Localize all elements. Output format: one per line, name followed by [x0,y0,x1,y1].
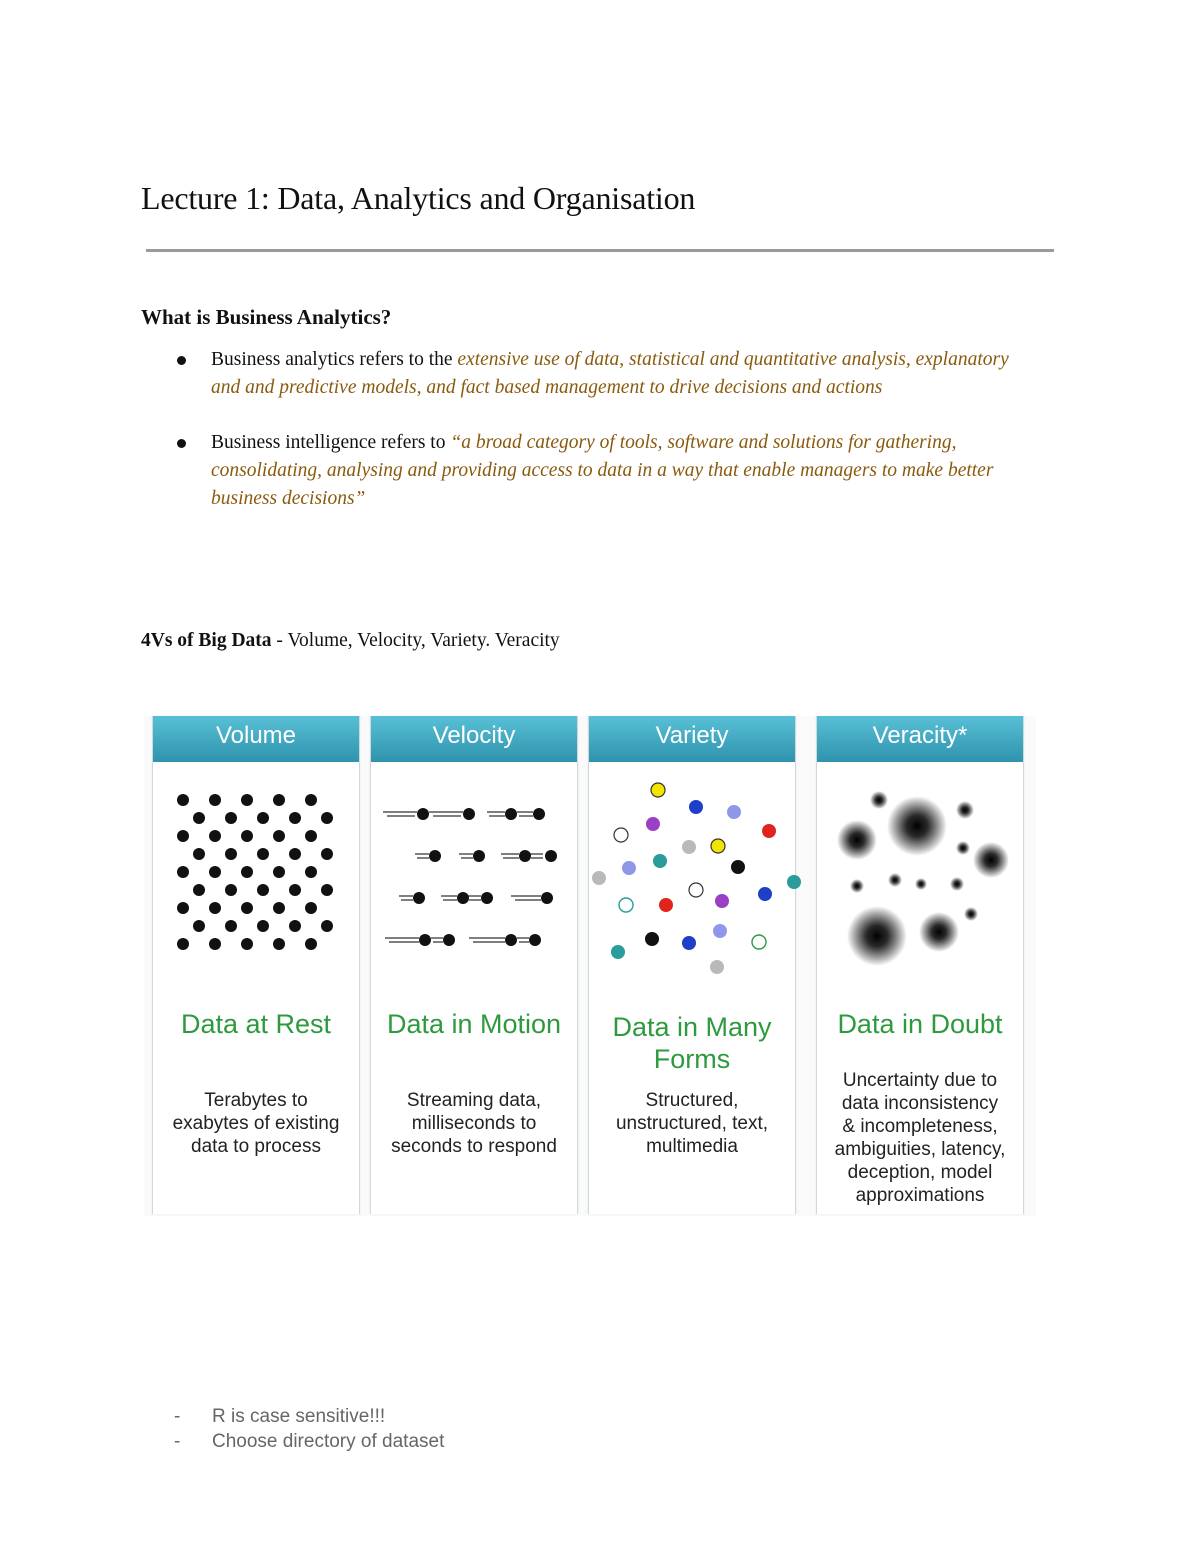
description-line: Uncertainty due to [842,1070,998,1091]
veracity-panel [816,716,1024,1214]
page-title: Lecture 1: Data, Analytics and Organisation [141,180,696,216]
panel-header: Veracity* [817,716,1023,762]
list-item [141,346,1041,402]
panel-header: Volume [153,716,359,762]
notes-list [170,1404,444,1454]
velocity-motion-icon [371,776,577,976]
description-line: approximations [855,1185,985,1206]
volume-panel [152,716,360,1214]
description-line: Structured, [645,1090,739,1111]
description-line: unstructured, text, [615,1113,769,1134]
subtitle-line: Data in Motion [386,1009,562,1039]
description-line: multimedia [646,1136,738,1157]
description-line: Terabytes to [204,1090,308,1111]
description-line: Streaming data, [406,1090,542,1111]
panel-description [153,1089,359,1158]
four-vs-text: Volume, Velocity, Variety. Veracity [287,630,560,651]
title-divider [146,249,1054,252]
four-vs-separator: - [271,630,288,651]
volume-dots-icon [153,776,359,976]
four-vs-figure [144,716,1036,1216]
subtitle-line: Data at Rest [180,1009,332,1039]
dash-icon: - [174,1406,181,1427]
section-heading: What is Business Analytics? [141,305,392,329]
veracity-blur-icon [817,776,1023,976]
panel-header: Variety [589,716,795,762]
bullet-icon [177,439,186,448]
description-line: exabytes of existing [172,1113,340,1134]
description-line: milliseconds to [411,1113,537,1134]
bullet-text: Business analytics refers to the [211,349,458,370]
four-vs-line [141,630,560,652]
description-line: deception, model [847,1162,993,1183]
panel-subtitle [589,1011,795,1075]
definition-list [141,346,1041,540]
panel-description [817,1069,1023,1207]
description-line: data inconsistency [841,1093,999,1114]
panel-subtitle [153,1008,359,1040]
four-vs-label: 4Vs of Big Data [141,630,272,651]
panel-header: Velocity [371,716,577,762]
description-line: ambiguities, latency, [834,1139,1006,1160]
list-item [141,429,1041,513]
panel-subtitle [371,1008,577,1040]
description-line: seconds to respond [391,1136,557,1157]
dash-icon: - [174,1431,181,1452]
description-line: data to process [191,1136,321,1157]
note-text: Choose directory of dataset [212,1431,445,1452]
bullet-emphasis: “a broad category of tools, software and solutions for gathering, consolidating, analysing and providing access to data in a way that enable managers to make better business decisions” [211,432,994,509]
variety-panel [588,716,796,1214]
list-item [170,1404,444,1429]
panel-description [371,1089,577,1158]
bullet-text: Business intelligence refers to [211,432,451,453]
subtitle-line: Data in Doubt [837,1009,1003,1039]
description-line: & incompleteness, [842,1116,998,1137]
subtitle-line: Data in Many [612,1012,772,1042]
panel-description [589,1089,795,1158]
panel-subtitle [817,1008,1023,1040]
bullet-icon [177,356,186,365]
velocity-panel [370,716,578,1214]
bullet-emphasis: extensive use of data, statistical and quantitative analysis, explanatory and and predictive models, and fact based management to drive decisions and actions [211,349,1009,398]
subtitle-line: Forms [653,1044,731,1074]
list-item [170,1429,444,1454]
note-text: R is case sensitive!!! [212,1406,386,1427]
variety-shapes-icon [589,776,795,976]
